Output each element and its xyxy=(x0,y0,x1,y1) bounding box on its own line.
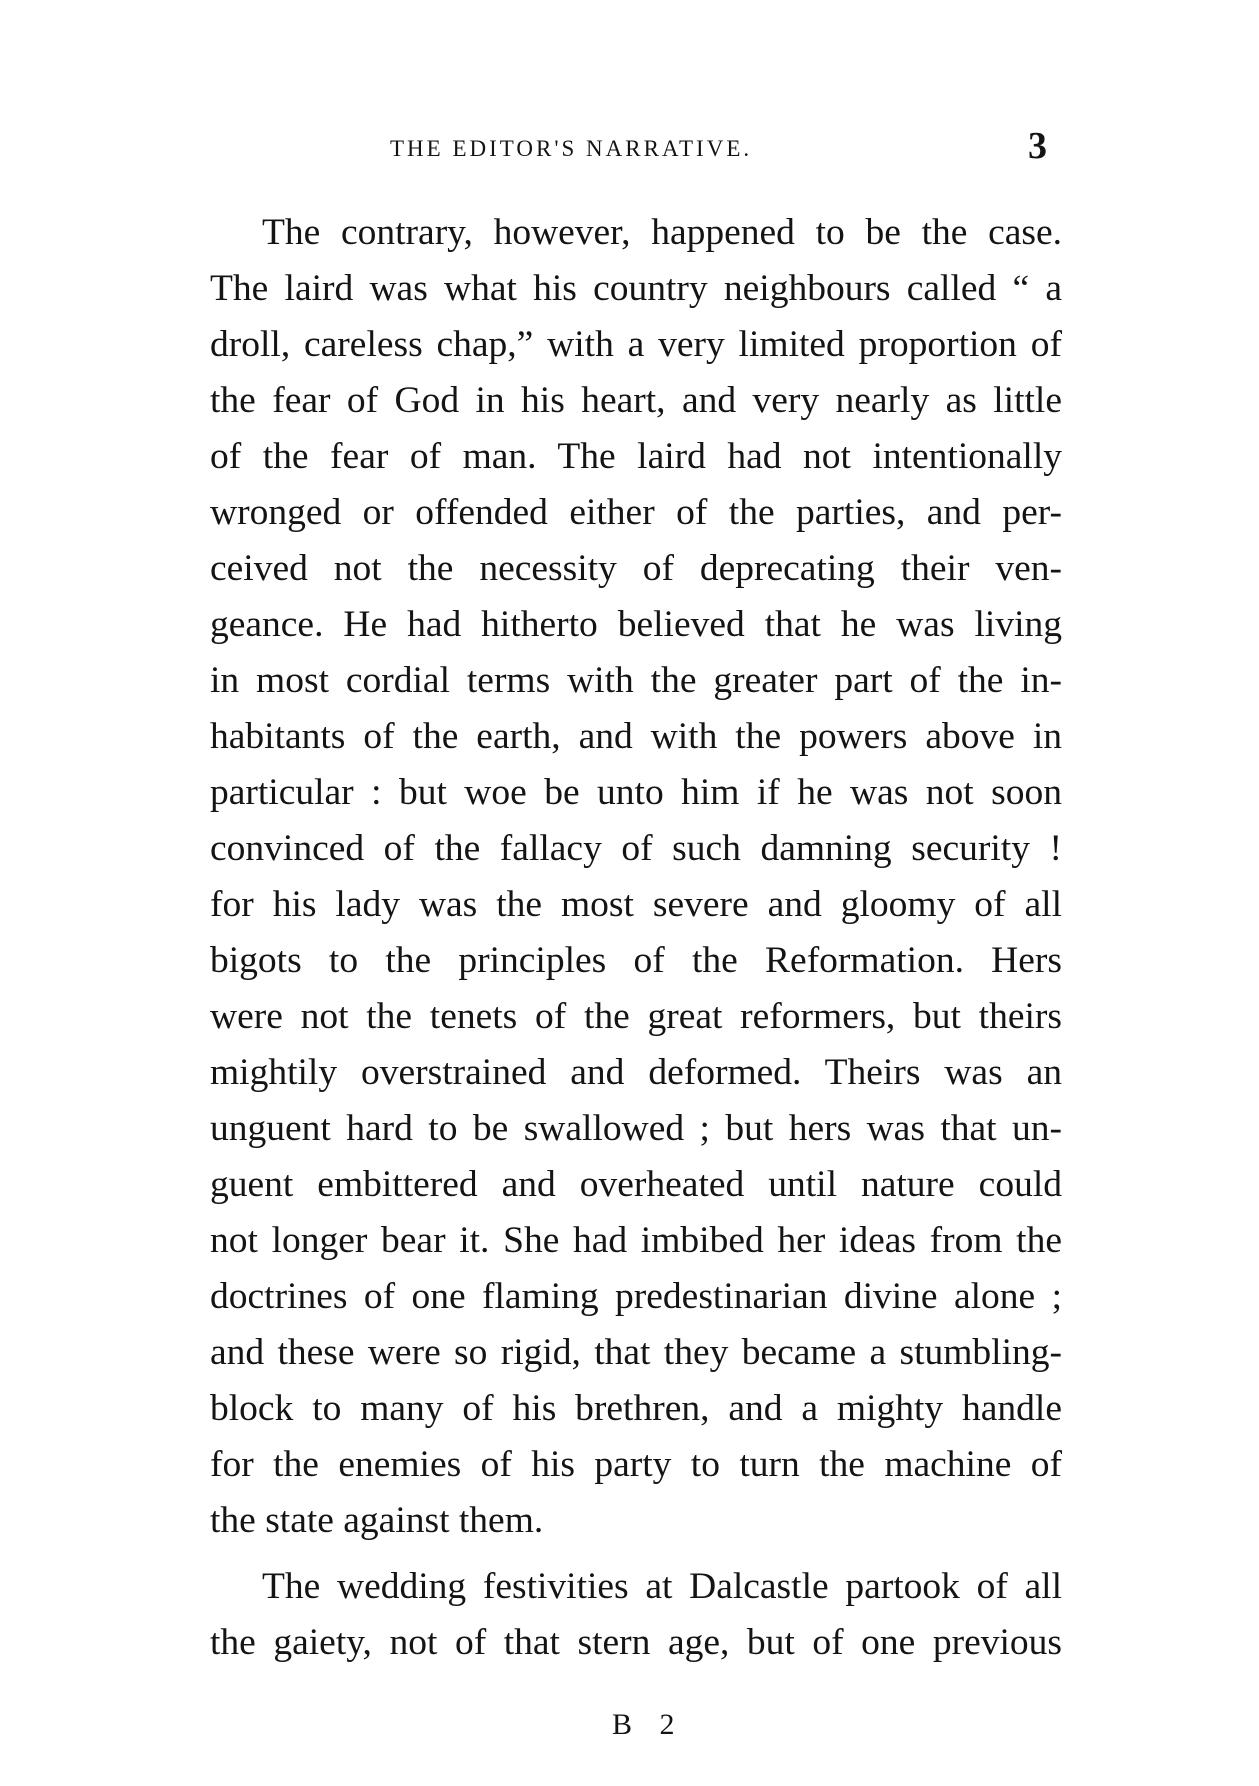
text-line: particular : but woe be unto him if he was not soon xyxy=(210,772,1062,813)
running-head: THE EDITOR'S NARRATIVE. xyxy=(390,136,753,161)
paragraph-gap xyxy=(210,1549,1062,1559)
text-line: block to many of his brethren, and a mighty handle xyxy=(210,1388,1062,1429)
text-line: geance. He had hitherto believed that he was living xyxy=(210,604,1062,645)
paragraph xyxy=(210,205,1062,1549)
text-line: for the enemies of his party to turn the machine of xyxy=(210,1444,1062,1485)
text-line: bigots to the principles of the Reformation. Hers xyxy=(210,940,1062,981)
text-line: habitants of the earth, and with the powers above in xyxy=(210,716,1062,757)
text-line: doctrines of one flaming predestinarian divine alone ; xyxy=(210,1276,1062,1317)
text-line: were not the tenets of the great reformers, but theirs xyxy=(210,996,1062,1037)
body-text xyxy=(210,205,1062,1671)
text-line: in most cordial terms with the greater part of the in- xyxy=(210,660,1062,701)
paragraph xyxy=(210,1559,1062,1671)
text-line: of the fear of man. The laird had not intentionally xyxy=(210,436,1062,477)
text-line: the gaiety, not of that stern age, but of one previous xyxy=(210,1622,1062,1663)
text-line: The laird was what his country neighbours called “ a xyxy=(210,268,1062,309)
text-line: ceived not the necessity of deprecating their ven- xyxy=(210,548,1062,589)
text-line: The wedding festivities at Dalcastle partook of all xyxy=(262,1566,1062,1607)
text-line: The contrary, however, happened to be the case. xyxy=(262,212,1062,253)
text-line: mightily overstrained and deformed. Theirs was an xyxy=(210,1052,1062,1093)
signature-mark: B 2 xyxy=(612,1708,685,1741)
text-line: the state against them. xyxy=(210,1500,544,1541)
text-line: for his lady was the most severe and gloomy of all xyxy=(210,884,1062,925)
text-line: guent embittered and overheated until nature could xyxy=(210,1164,1062,1205)
page-number: 3 xyxy=(1028,125,1047,167)
text-line: convinced of the fallacy of such damning security ! xyxy=(210,828,1062,869)
text-line: droll, careless chap,” with a very limited proportion of xyxy=(210,324,1062,365)
text-line: the fear of God in his heart, and very nearly as little xyxy=(210,380,1062,421)
text-line: and these were so rigid, that they became a stumbling- xyxy=(210,1332,1062,1373)
text-line: wronged or offended either of the parties, and per- xyxy=(210,492,1062,533)
text-line: not longer bear it. She had imbibed her ideas from the xyxy=(210,1220,1062,1261)
text-line: unguent hard to be swallowed ; but hers was that un- xyxy=(210,1108,1062,1149)
